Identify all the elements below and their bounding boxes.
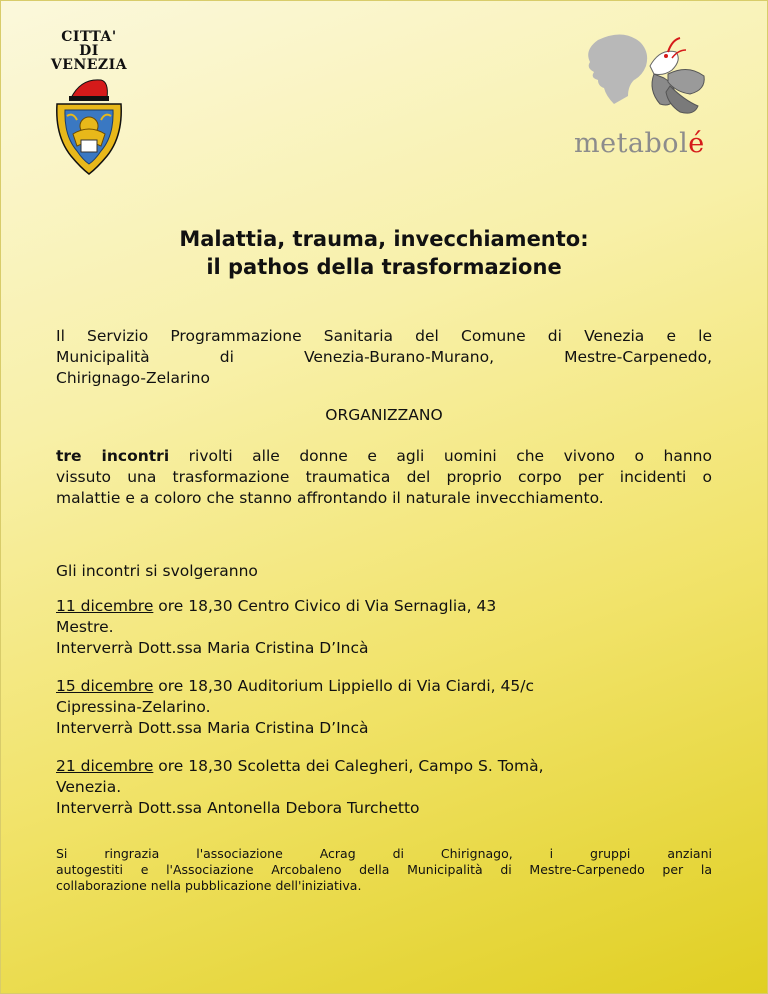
document-title bbox=[0, 225, 768, 281]
schedule-intro: Gli incontri si svolgeranno bbox=[56, 562, 258, 580]
description-line-2: vissuto una trasformazione traumatica del proprio corpo per incidenti o bbox=[56, 468, 712, 486]
thanks-line-2: autogestiti e l'Associazione Arcobaleno della Municipalità di Mestre-Carpenedo per la bbox=[56, 862, 712, 877]
title-line-2: il pathos della trasformazione bbox=[206, 255, 562, 279]
event-3-location: Venezia. bbox=[56, 778, 122, 796]
intro-line-1: Il Servizio Programmazione Sanitaria del Comune di Venezia e le bbox=[56, 327, 712, 345]
intro-line-3: Chirignago-Zelarino bbox=[56, 369, 210, 387]
city-name-line1: CITTA' DI bbox=[61, 29, 117, 59]
intro-paragraph bbox=[56, 326, 712, 389]
event-1-date: 11 dicembre bbox=[56, 597, 154, 615]
description-bold: tre incontri bbox=[56, 447, 170, 465]
event-1 bbox=[56, 596, 712, 659]
event-2-location: Cipressina-Zelarino. bbox=[56, 698, 211, 716]
description-paragraph bbox=[56, 446, 712, 509]
event-1-speaker: Interverrà Dott.ssa Maria Cristina D’Incà bbox=[56, 639, 369, 657]
title-line-1: Malattia, trauma, invecchiamento: bbox=[179, 227, 589, 251]
thanks-line-1: Si ringrazia l'associazione Acrag di Chirignago, i gruppi anziani bbox=[56, 846, 712, 861]
citta-di-venezia-logo bbox=[50, 30, 128, 180]
thanks-line-3: collaborazione nella pubblicazione dell'iniziativa. bbox=[56, 878, 362, 893]
city-name-line2: VENEZIA bbox=[50, 57, 128, 73]
description-line-3: malattie e a coloro che stanno affrontando il naturale invecchiamento. bbox=[56, 489, 604, 507]
metabole-butterfly-logo-icon bbox=[568, 30, 718, 130]
brand-suffix: é bbox=[688, 128, 705, 159]
event-2-speaker: Interverrà Dott.ssa Maria Cristina D’Incà bbox=[56, 719, 369, 737]
event-2-details: ore 18,30 Auditorium Lippiello di Via Ciardi, 45/c bbox=[153, 677, 534, 695]
brand-prefix: metabol bbox=[574, 128, 689, 159]
metabole-brand-text bbox=[574, 128, 705, 159]
event-2-line-1 bbox=[56, 676, 712, 697]
intro-line-2: Municipalità di Venezia-Burano-Murano, Mestre-Carpenedo, bbox=[56, 348, 712, 366]
description-line-1-rest: rivolti alle donne e agli uomini che vivono o hanno bbox=[169, 447, 712, 465]
acknowledgements bbox=[56, 846, 712, 894]
venice-crest-icon bbox=[51, 76, 127, 176]
event-1-details: ore 18,30 Centro Civico di Via Sernaglia, 43 bbox=[153, 597, 497, 615]
description-line-1 bbox=[56, 446, 712, 467]
event-3-date: 21 dicembre bbox=[56, 757, 154, 775]
event-1-location: Mestre. bbox=[56, 618, 114, 636]
event-2-date: 15 dicembre bbox=[56, 677, 154, 695]
organizzano-heading: ORGANIZZANO bbox=[325, 406, 443, 424]
metabole-logo bbox=[568, 30, 718, 160]
event-1-line-1 bbox=[56, 596, 712, 617]
event-3-details: ore 18,30 Scoletta dei Calegheri, Campo S. Tomà, bbox=[153, 757, 544, 775]
event-3 bbox=[56, 756, 712, 819]
event-2 bbox=[56, 676, 712, 739]
event-3-speaker: Interverrà Dott.ssa Antonella Debora Turchetto bbox=[56, 799, 420, 817]
event-3-line-1 bbox=[56, 756, 712, 777]
